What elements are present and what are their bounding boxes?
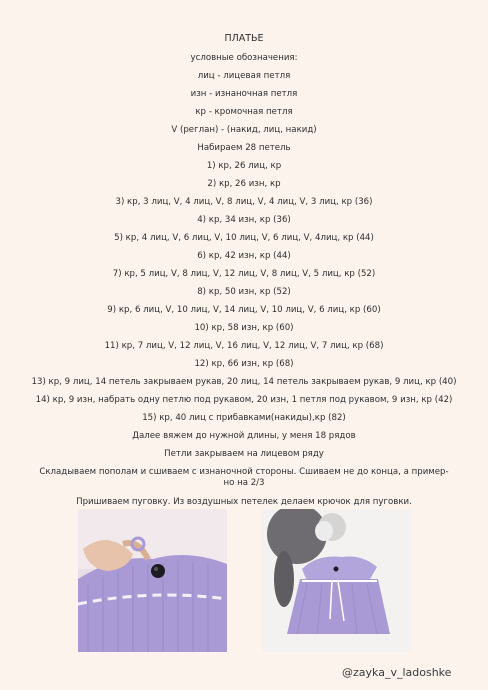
photo-toy-in-dress [262,509,412,652]
legend-item: лиц - лицевая петля [197,71,291,81]
instruction-row: 1) кр, 26 лиц, кр [206,161,282,171]
instruction-line: Пришиваем пуговку. Из воздушных петелек делаем крючок для пуговки. [76,497,412,507]
instruction-row: 7) кр, 5 лиц, V, 8 лиц, V, 12 лиц, V, 8 лиц, V, 5 лиц, кр (52) [112,269,376,279]
instruction-row: 2) кр, 26 изн, кр [207,179,281,189]
instruction-row: 9) кр, 6 лиц, V, 10 лиц, V, 14 лиц, V, 10 лиц, V, 6 лиц, кр (60) [107,305,381,315]
instruction-row: 5) кр, 4 лиц, V, 6 лиц, V, 10 лиц, V, 6 лиц, V, 4лиц, кр (44) [114,233,374,243]
page-title: ПЛАТЬЕ [224,33,264,44]
instruction-line: Набираем 28 петель [197,143,291,153]
instruction-line: Складываем пополам и сшиваем с изнаночной стороны. Сшиваем не до конца, а пример-но на 2/3 [39,467,449,488]
toy-in-dress-illustration [262,509,412,652]
instruction-row: 12) кр, 66 изн, кр (68) [194,359,294,369]
instruction-row: 15) кр, 40 лиц с прибавками(накиды),кр (82) [142,413,346,423]
instruction-row: 6) кр, 42 изн, кр (44) [197,251,291,261]
legend-heading: условные обозначения: [190,53,298,63]
photo-dress-closeup [78,509,227,652]
instruction-row: 11) кр, 7 лиц, V, 12 лиц, V, 16 лиц, V, 12 лиц, V, 7 лиц, кр (68) [104,341,384,351]
instruction-row: 14) кр, 9 изн, набрать одну петлю под рукавом, 20 изн, 1 петля под рукавом, 9 изн, кр (42) [35,395,453,405]
dress-closeup-illustration [78,509,227,652]
legend-item: V (реглан) - (накид, лиц, накид) [171,125,317,135]
instruction-row: 3) кр, 3 лиц, V, 4 лиц, V, 8 лиц, V, 4 лиц, V, 3 лиц, кр (36) [115,197,373,207]
legend-item: изн - изнаночная петля [190,89,298,99]
instruction-line: Петли закрываем на лицевом ряду [164,449,324,459]
legend-item: кр - кромочная петля [195,107,293,117]
pattern-text [0,33,488,515]
instruction-line: Далее вяжем до нужной длины, у меня 18 рядов [132,431,356,441]
instruction-row: 4) кр, 34 изн, кр (36) [197,215,291,225]
instruction-row: 13) кр, 9 лиц, 14 петель закрываем рукав, 20 лиц, 14 петель закрываем рукав, 9 лиц, кр (40) [31,377,457,387]
author-signature: @zayka_v_ladoshke [342,666,452,679]
instruction-row: 8) кр, 50 изн, кр (52) [197,287,291,297]
instruction-row: 10) кр, 58 изн, кр (60) [194,323,294,333]
